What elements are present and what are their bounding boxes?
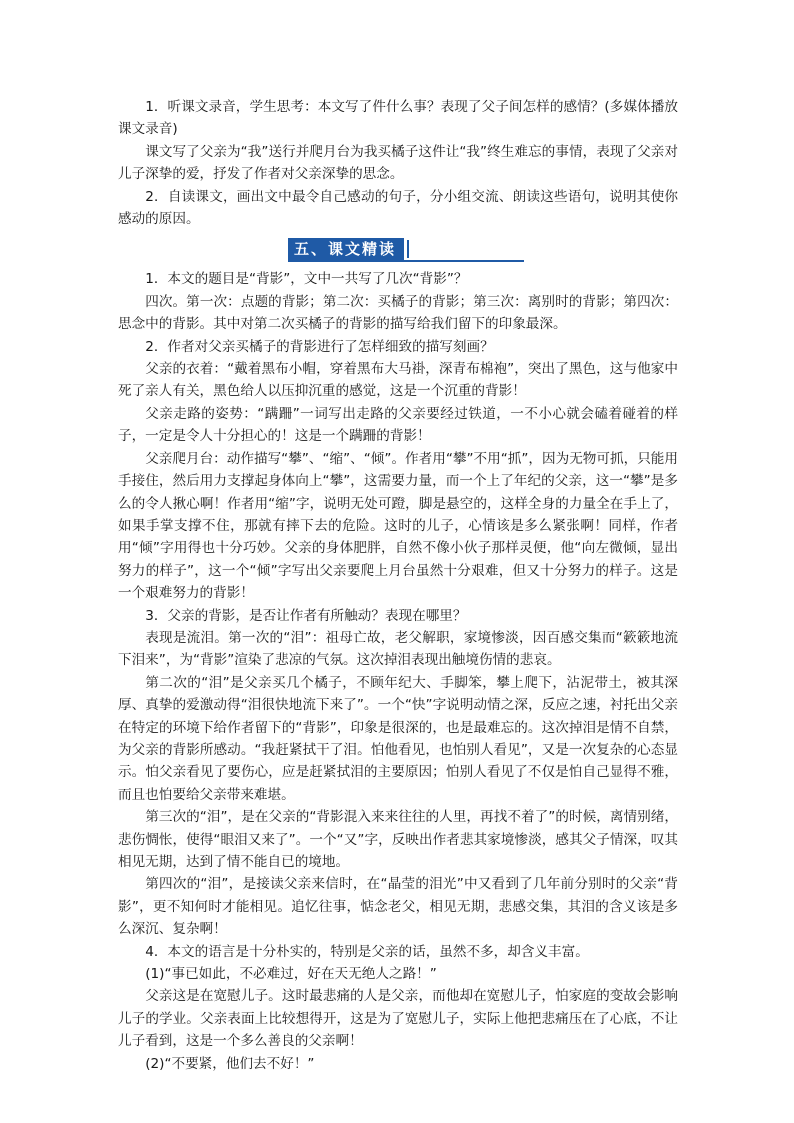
body-a3-tear-3: 第三次的“泪”，是在父亲的“背影混入来来往往的人里，再找不着了”的时候，离情别绪，悲伤惆怅，使得“眼泪又来了”。一个“又”字，反映出作者悲其家境惨淡，感其父子情深，叹其相见无期，达到了情不能自已的境地。 — [118, 809, 678, 870]
body-a3-tear-1: 表现是流泪。第一次的“泪”：祖母亡故，老父解职，家境惨淡，因百感交集而“簌簌地流下泪来”，为“背影”渲染了悲凉的气氛。这次掉泪表现出触境伤情的悲哀。 — [118, 629, 678, 669]
body-a2-climbing: 父亲爬月台：动作描写“攀”、“缩”、“倾”。作者用“攀”不用“抓”，因为无物可抓，只能用手接住，然后用力支撑起身体向上“攀”，这需要力量，而一个上了年纪的父亲，这一“攀”是多么的令人揪心啊！作者用“缩”字，说明无处可蹬，脚是悬空的，这样全身的力量全在手上了，如果手掌支撑不住，那就有摔下去的危险。这时的儿子，心情该是多么紧张啊！同样，作者用“倾”字用得也十分巧妙。父亲的身体肥胖，自然不像小伙子那样灵便，他“向左微倾，显出努力的样子”，这一个“倾”字写出父亲要爬上月台虽然十分艰难，但又十分努力的样子。这是一个艰难努力的背影！ — [118, 450, 678, 602]
body-q4-quote-1: (1)“事已如此，不必难过，好在天无绝人之路！” — [145, 966, 437, 983]
question-1: 1．听课文录音，学生思考：本文写了件什么事？表现了父子间怎样的感情？(多媒体播放课文录音) — [118, 99, 678, 138]
question-2: 2．自读课文，画出文中最令自己感动的句子，分小组交流、朗读这些语句，说明其使你感动的原因。 — [118, 188, 678, 228]
body-a4-1: 父亲这是在宽慰儿子。这时最悲痛的人是父亲，而他却在宽慰儿子，怕家庭的变故会影响儿子的学业。父亲表面上比较想得开，这是为了宽慰儿子，实际上他把悲痛压在了心底，不让儿子看到，这是一个多么善良的父亲啊！ — [118, 988, 678, 1050]
body-q3: 3．父亲的背影，是否让作者有所触动？表现在哪里？ — [145, 607, 467, 624]
section-header — [118, 236, 678, 266]
answer-1: 课文写了父亲为“我”送行并爬月台为我买橘子这件让“我”终生难忘的事情，表现了父亲对儿子深挚的爱，抒发了作者对父亲深挚的思念。 — [118, 143, 678, 183]
section-underline — [288, 260, 524, 262]
document-page — [118, 96, 678, 1075]
body-q4: 4．本文的语言是十分朴实的，特别是父亲的话，虽然不多，却含义丰富。 — [145, 943, 589, 960]
section-title: 五、课文精读 — [288, 238, 404, 260]
body-q4-quote-2: (2)“不要紧，他们去不好！” — [145, 1055, 315, 1072]
body-a1: 四次。第一次：点题的背影；第二次：买橘子的背影；第三次：离别时的背影；第四次：思念中的背影。其中对第二次买橘子的背影的描写给我们留下的印象最深。 — [118, 293, 678, 333]
body-a3-tear-4: 第四次的“泪”，是接读父亲来信时，在“晶莹的泪光”中又看到了几年前分别时的父亲“背影”，更不知何时才能相见。追忆往事，惦念老父，相见无期，悲感交集，其泪的含义该是多么深沉、复杂啊！ — [118, 876, 678, 938]
body-a3-tear-2: 第二次的“泪”是父亲买几个橘子，不顾年纪大、手脚笨，攀上爬下，沾泥带土，被其深厚、真挚的爱激动得“泪很快地流下来了”。一个“快”字说明动情之深，反应之速，衬托出父亲在特定的环境下给作者留下的“背影”，印象是很深的，也是最难忘的。这次掉泪是情不自禁，为父亲的背影所感动。“我赶紧拭干了泪。怕他看见，也怕别人看见”，又是一次复杂的心态显示。怕父亲看见了要伤心，应是赶紧拭泪的主要原因；怕别人看见了不仅是怕自己显得不雅，而且也怕要给父亲带来难堪。 — [118, 674, 678, 803]
body-q1: 1．本文的题目是“背影”，文中一共写了几次“背影”？ — [145, 271, 468, 288]
body-a2-clothing: 父亲的衣着：“戴着黑布小帽，穿着黑布大马褂，深青布棉袍”，突出了黑色，这与他家中死了亲人有关，黑色给人以压抑沉重的感觉，这是一个沉重的背影！ — [118, 361, 678, 400]
body-q2: 2．作者对父亲买橘子的背影进行了怎样细致的描写刻画？ — [145, 338, 494, 355]
body-a2-walking: 父亲走路的姿势：“蹒跚”一词写出走路的父亲要经过铁道，一不小心就会磕着碰着的样子，一定是令人十分担心的！这是一个蹒跚的背影！ — [118, 405, 678, 445]
